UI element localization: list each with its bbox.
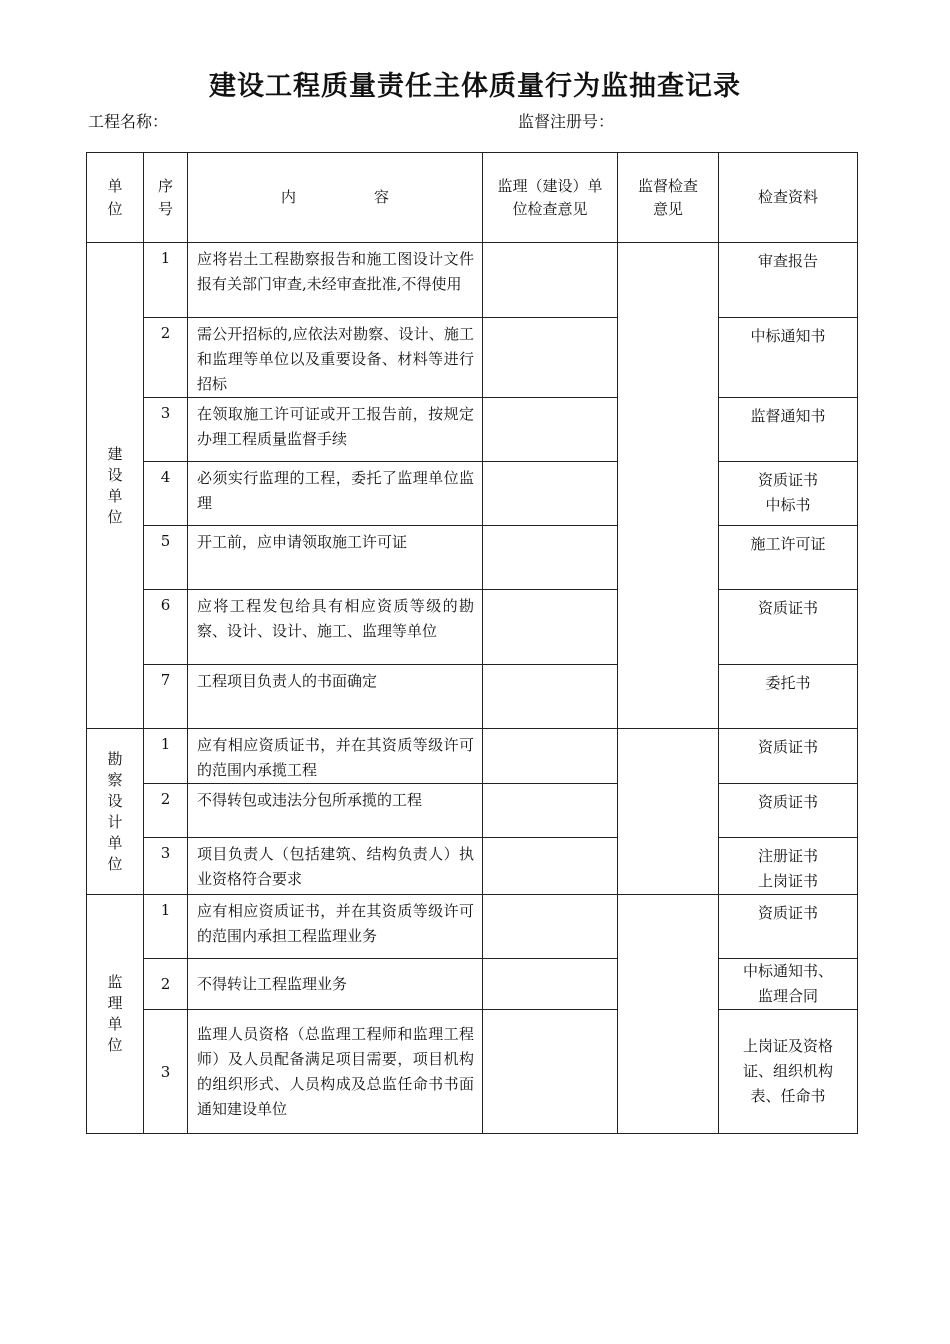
unit-char: 位 — [107, 854, 123, 873]
supervisor-opinion-cell — [483, 959, 618, 1010]
table-row — [87, 398, 858, 462]
header-line: 监理（建设）单 — [497, 176, 603, 195]
content-cell: 应有相应资质证书，并在其资质等级许可的范围内承担工程监理业务 — [188, 895, 483, 959]
documents-cell — [719, 959, 858, 1010]
supervisor-opinion-cell — [483, 462, 618, 526]
documents-cell: 资质证书 — [719, 784, 858, 838]
documents-cell: 资质证书 — [719, 729, 858, 784]
header-line: 位检查意见 — [512, 199, 588, 218]
table-row — [87, 1010, 858, 1134]
header-content-char: 容 — [374, 188, 390, 206]
supervisor-opinion-cell — [483, 526, 618, 590]
content-cell: 应将岩土工程勘察报告和施工图设计文件报有关部门审查,未经审查批准,不得使用 — [188, 243, 483, 318]
table-row — [87, 526, 858, 590]
documents-cell: 施工许可证 — [719, 526, 858, 590]
content-cell: 需公开招标的,应依法对勘察、设计、施工和监理等单位以及重要设备、材料等进行招标 — [188, 318, 483, 398]
page-title: 建设工程质量责任主体质量行为监抽查记录 — [209, 71, 741, 102]
unit-char: 监 — [107, 973, 123, 991]
content-cell: 应将工程发包给具有相应资质等级的勘察、设计、设计、施工、监理等单位 — [188, 590, 483, 665]
document-item: 注册证书 — [757, 847, 818, 865]
document-item: 证、组织机构 — [742, 1062, 833, 1080]
seq-cell: 6 — [144, 590, 188, 665]
table-row — [87, 959, 858, 1010]
content-cell: 项目负责人（包括建筑、结构负责人）执业资格符合要求 — [188, 838, 483, 895]
unit-char: 设 — [107, 465, 123, 484]
header-content-char: 内 — [280, 188, 296, 206]
content-cell: 工程项目负责人的书面确定 — [188, 665, 483, 729]
unit-char: 设 — [107, 791, 123, 810]
header-content — [188, 153, 483, 243]
project-name-label: 工程名称： — [88, 112, 169, 131]
documents-cell — [719, 838, 858, 895]
header-seq-char: 序 — [157, 176, 173, 195]
seq-cell: 1 — [144, 243, 188, 318]
content-cell: 监理人员资格（总监理工程师和监理工程师）及人员配备满足项目需要，项目机构的组织形式、人员构成及总监任命书书面通知建设单位 — [188, 1010, 483, 1134]
table-header-row — [87, 153, 858, 243]
document-item: 中标书 — [765, 496, 811, 514]
seq-cell: 3 — [144, 1010, 188, 1134]
unit-char: 勘 — [107, 749, 123, 768]
seq-cell: 1 — [144, 895, 188, 959]
content-cell: 应有相应资质证书，并在其资质等级许可的范围内承揽工程 — [188, 729, 483, 784]
documents-cell — [719, 462, 858, 526]
document-item: 资质证书 — [757, 471, 818, 489]
table-row — [87, 318, 858, 398]
document-item: 表、任命书 — [750, 1087, 826, 1105]
supervisor-opinion-cell — [483, 590, 618, 665]
seq-cell: 3 — [144, 838, 188, 895]
header-unit — [87, 153, 144, 243]
content-cell: 不得转包或违法分包所承揽的工程 — [188, 784, 483, 838]
unit-cell-supervision — [87, 895, 144, 1134]
seq-cell: 2 — [144, 784, 188, 838]
table-row — [87, 665, 858, 729]
table-row — [87, 895, 858, 959]
header-line: 监督检查 — [637, 176, 698, 195]
content-cell: 在领取施工许可证或开工报告前，按规定办理工程质量监督手续 — [188, 398, 483, 462]
header-inspection-opinion — [618, 153, 719, 243]
supervisor-opinion-cell — [483, 1010, 618, 1134]
documents-cell: 中标通知书 — [719, 318, 858, 398]
inspection-opinion-cell — [618, 729, 719, 895]
content-cell: 必须实行监理的工程，委托了监理单位监理 — [188, 462, 483, 526]
unit-char: 位 — [107, 507, 123, 526]
table-row — [87, 590, 858, 665]
supervisor-opinion-cell — [483, 665, 618, 729]
seq-cell: 7 — [144, 665, 188, 729]
documents-cell: 审查报告 — [719, 243, 858, 318]
supervisor-opinion-cell — [483, 318, 618, 398]
unit-char: 位 — [107, 1036, 123, 1054]
documents-cell: 委托书 — [719, 665, 858, 729]
supervisor-opinion-cell — [483, 895, 618, 959]
table-row — [87, 243, 858, 318]
unit-cell-construction — [87, 243, 144, 729]
content-cell: 不得转让工程监理业务 — [188, 959, 483, 1010]
supervisor-opinion-cell — [483, 729, 618, 784]
unit-char: 计 — [107, 812, 123, 831]
unit-char: 单 — [107, 486, 123, 505]
header-line: 意见 — [652, 199, 683, 218]
unit-char: 单 — [107, 833, 123, 852]
supervisor-opinion-cell — [483, 838, 618, 895]
document-item: 监理合同 — [757, 987, 818, 1005]
seq-cell: 2 — [144, 959, 188, 1010]
inspection-opinion-cell — [618, 243, 719, 729]
seq-cell: 5 — [144, 526, 188, 590]
document-item: 上岗证书 — [757, 872, 818, 890]
documents-cell: 资质证书 — [719, 895, 858, 959]
documents-cell: 资质证书 — [719, 590, 858, 665]
unit-char: 理 — [107, 994, 123, 1012]
header-unit-char: 单 — [107, 176, 123, 195]
table-row — [87, 838, 858, 895]
unit-char: 单 — [107, 1015, 123, 1033]
seq-cell: 2 — [144, 318, 188, 398]
seq-cell: 3 — [144, 398, 188, 462]
supervisor-opinion-cell — [483, 784, 618, 838]
header-seq — [144, 153, 188, 243]
table-row — [87, 784, 858, 838]
unit-char: 建 — [107, 444, 123, 463]
supervisor-opinion-cell — [483, 243, 618, 318]
inspection-opinion-cell — [618, 895, 719, 1134]
header-seq-char: 号 — [157, 199, 173, 218]
header-documents: 检查资料 — [719, 153, 858, 243]
documents-cell: 监督通知书 — [719, 398, 858, 462]
content-cell: 开工前，应申请领取施工许可证 — [188, 526, 483, 590]
seq-cell: 1 — [144, 729, 188, 784]
header-supervisor-opinion — [483, 153, 618, 243]
document-item: 中标通知书、 — [742, 962, 833, 980]
inspection-record-table — [86, 152, 858, 1134]
table-row — [87, 729, 858, 784]
unit-cell-survey-design — [87, 729, 144, 895]
table-row — [87, 462, 858, 526]
registration-number-label: 监督注册号： — [518, 112, 615, 131]
supervisor-opinion-cell — [483, 398, 618, 462]
header-unit-char: 位 — [107, 199, 123, 218]
documents-cell — [719, 1010, 858, 1134]
seq-cell: 4 — [144, 462, 188, 526]
document-item: 上岗证及资格 — [742, 1037, 833, 1055]
unit-char: 察 — [107, 770, 123, 789]
